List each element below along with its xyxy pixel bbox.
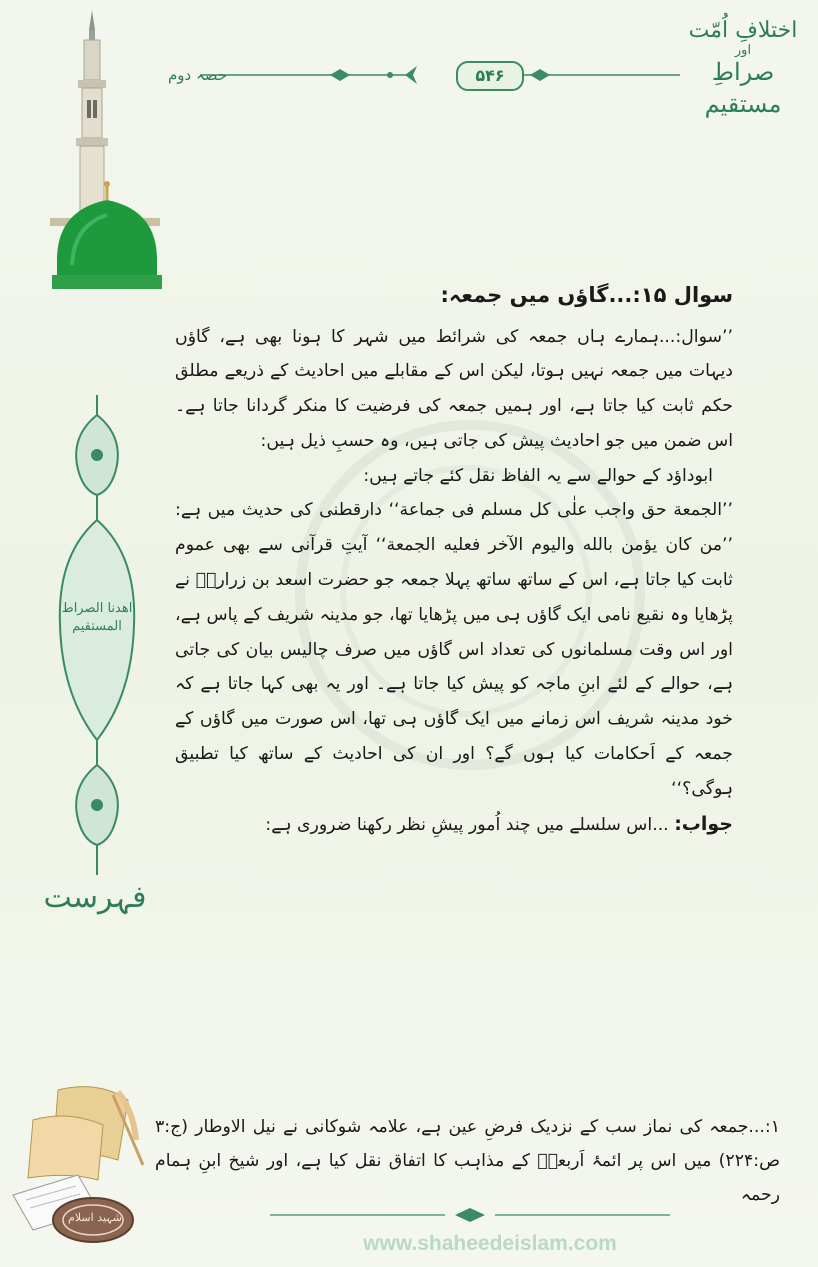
answer-point-1: ۱:...جمعہ کی نماز سب کے نزدیک فرضِ عین ہے، علامہ شوکانی نے نیل الاوطار (ج:۳ ص:۲۲۴) میں اس پر ائمۂ اَربعہؒ کے مذاہب کا اتفاق نقل کیا ہے، اور شیخ ابنِ ہمام رحمہ [155,1117,780,1205]
hadith-body: ’’الجمعة حق واجب علٰی كل مسلم فی جماعة‘‘ دارقطنی کی حدیث میں ہے: ’’من كان يؤمن بالله واليوم الآخر فعليه الجمعة‘‘ آیتِ قرآنی سے بھی عموم ثابت کیا جاتا ہے، اس کے ساتھ ساتھ پہلا جمعہ جو حضرت اسعد بن زرارہؓ نے پڑھایا وہ نقیع نامی ایک گاؤں ہی میں پڑھایا تھا، جو مدینہ شریف کے پاس ہے، اور اس وقت مسلمانوں کی تعداد اس گاؤں میں صرف چالیس بیان کی جاتی ہے، حوالے کے لئے ابنِ ماجہ کو پیش کیا جاتا ہے۔ اور یہ بھی کہا جاتا ہے کہ خود مدینہ شریف اس زمانے میں ایک گاؤں ہی تھا، اس صورت میں گاؤں کے جمعہ کے اَحکامات کیا ہوں گے؟ اور ان کی احادیث کے ساتھ کیا تطبیق ہوگی؟‘‘ [175,500,733,799]
answer-intro: ...اس سلسلے میں چند اُمور پیشِ نظر رکھنا ضروری ہے: [265,814,669,835]
sidebar-emblem-text: اهدنا الصراط المستقیم [61,601,133,635]
scrolls-quill-seal-image [8,1080,153,1255]
header-ornament-rule [200,60,680,90]
answer-paragraph [175,807,733,843]
footer-ornament-rule [270,1205,670,1225]
website-url-link[interactable]: www.shaheedeislam.com [363,1232,617,1255]
book-title-line2: اور [734,43,752,59]
main-text [175,280,733,842]
green-dome-minaret-image [22,10,172,295]
book-title-line3: صراطِ مستقیم [704,58,782,118]
book-title-line1: اختلافِ اُمّت [688,18,798,43]
hadith-intro: ابوداؤد کے حوالے سے یہ الفاظ نقل کئے جاتے ہیں: [363,465,713,486]
toc-link[interactable]: فہرست [43,880,147,915]
part-label: حصہ دوم [168,66,228,84]
book-title [688,18,798,120]
answer-label: جواب: [674,812,733,835]
question-heading: سوال ۱۵:...گاؤں میں جمعہ: [440,283,733,307]
page-number: ۵۴۶ [456,61,524,91]
seal-text: شہید اسلام [68,1211,122,1224]
question-body: ’’سوال:...ہمارے ہاں جمعہ کی شرائط میں شہر کا ہونا بھی ہے، گاؤں دیہات میں جمعہ نہیں ہوتا، لیکن اس کے مقابلے میں احادیث کے ذریعے مطلق حکم ثابت کیا جاتا ہے، اور ہمیں جمعہ کی فرضیت کا منکر گردانا جاتا ہے۔ اس ضمن میں جو احادیث پیش کی جاتی ہیں، وہ حسبِ ذیل ہیں: [175,326,733,451]
